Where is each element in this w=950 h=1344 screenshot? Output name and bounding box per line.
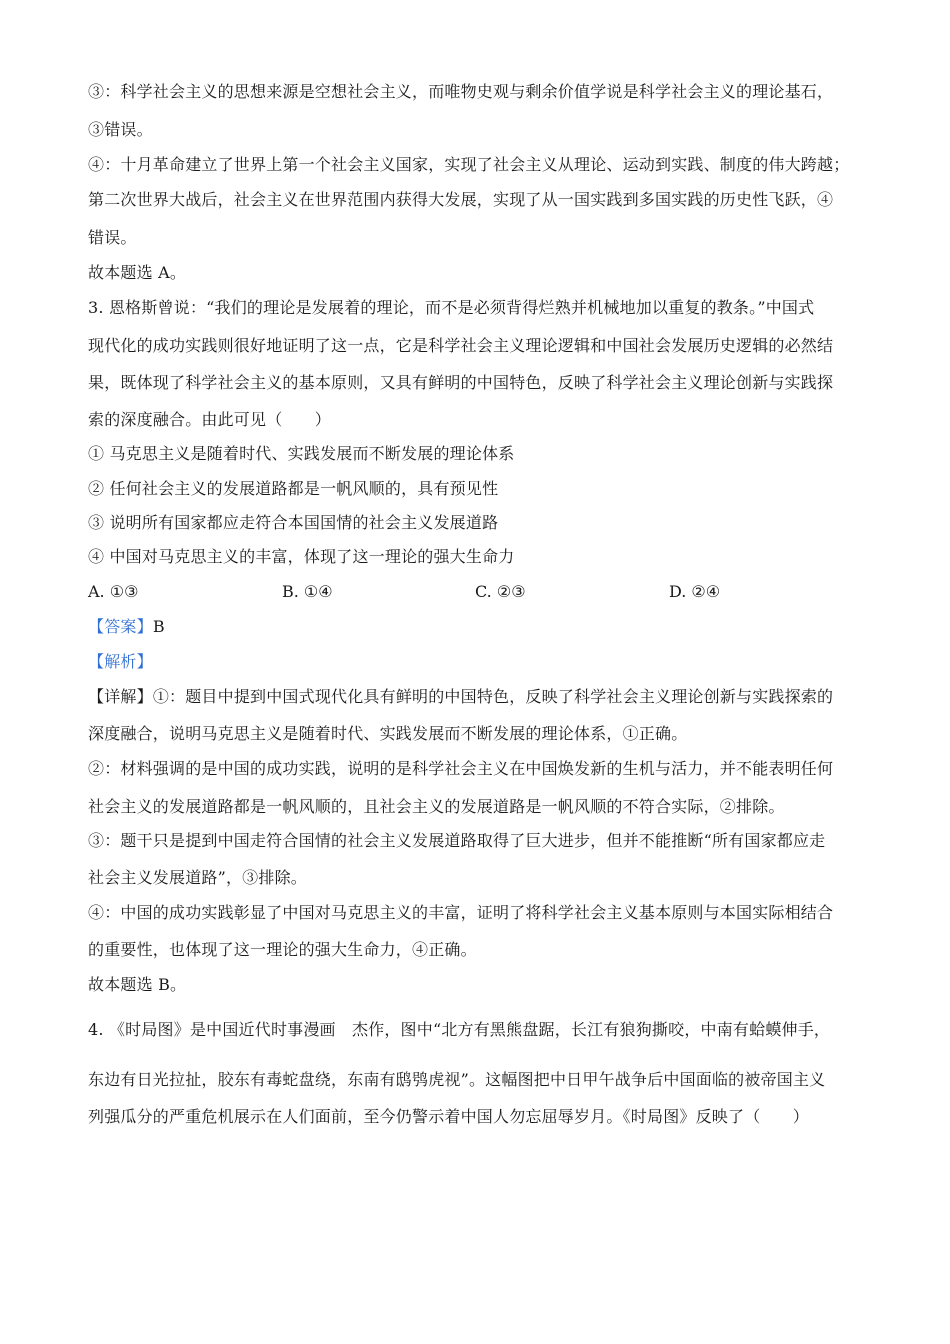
statement-1: ① 马克思主义是随着时代、实践发展而不断发展的理论体系 bbox=[88, 444, 515, 463]
statement-3: ③ 说明所有国家都应走符合本国国情的社会主义发展道路 bbox=[88, 513, 499, 532]
detail-tag: 【详解】 bbox=[88, 687, 153, 706]
answer-tag: 【答案】 bbox=[88, 617, 153, 636]
question-4-stem: 东边有日光拉扯，胶东有毒蛇盘绕，东南有鸱鸮虎视”。这幅图把中日甲午战争后中国面临的被帝国主义 bbox=[88, 1070, 826, 1089]
analysis-line: ③：题干只是提到中国走符合国情的社会主义发展道路取得了巨大进步，但并不能推断“所有国家都应走 bbox=[88, 831, 826, 850]
text-line: 第二次世界大战后，社会主义在世界范围内获得大发展，实现了从一国实践到多国实践的历史性飞跃，④ bbox=[88, 190, 834, 209]
question-4-stem: 4. 《时局图》是中国近代时事漫画 杰作，图中“北方有黑熊盘踞，长江有狼狗撕咬，中南有蛤蟆伸手， bbox=[88, 1020, 831, 1039]
analysis-line: 社会主义发展道路”，③排除。 bbox=[88, 868, 307, 887]
text-line: 故本题选 A。 bbox=[88, 263, 187, 282]
detail-text: ①：题目中提到中国式现代化具有鲜明的中国特色，反映了科学社会主义理论创新与实践探索的 bbox=[152, 687, 834, 706]
answer-value: B bbox=[152, 617, 165, 636]
analysis-line: ④：中国的成功实践彰显了中国对马克思主义的丰富，证明了将科学社会主义基本原则与本国实际相结合 bbox=[88, 903, 834, 922]
analysis-line: 的重要性，也体现了这一理论的强大生命力，④正确。 bbox=[88, 940, 477, 959]
analysis-line: 社会主义的发展道路都是一帆风顺的，且社会主义的发展道路是一帆风顺的不符合实际，②排除。 bbox=[88, 797, 785, 816]
analysis-line: ②：材料强调的是中国的成功实践，说明的是科学社会主义在中国焕发新的生机与活力，并不能表明任何 bbox=[88, 759, 834, 778]
analysis-tag: 【解析】 bbox=[88, 652, 153, 671]
option-a: A. ①③ bbox=[88, 582, 139, 601]
statement-2: ② 任何社会主义的发展道路都是一帆风顺的，具有预见性 bbox=[88, 479, 499, 498]
question-4-stem: 列强瓜分的严重危机展示在人们面前，至今仍警示着中国人勿忘屈辱岁月。《时局图》反映了（ ） bbox=[88, 1107, 810, 1126]
text-line: ③：科学社会主义的思想来源是空想社会主义，而唯物史观与剩余价值学说是科学社会主义的理论基石， bbox=[88, 82, 834, 101]
text-line: ③错误。 bbox=[88, 120, 153, 139]
question-3-stem: 3. 恩格斯曾说：“我们的理论是发展着的理论，而不是必须背得烂熟并机械地加以重复的教条。”中国式 bbox=[88, 298, 815, 317]
conclusion-line: 故本题选 B。 bbox=[88, 975, 187, 994]
option-b: B. ①④ bbox=[282, 582, 333, 601]
option-d: D. ②④ bbox=[669, 582, 721, 601]
question-3-stem: 现代化的成功实践则很好地证明了这一点，它是科学社会主义理论逻辑和中国社会发展历史逻辑的必然结 bbox=[88, 336, 834, 355]
question-3-stem: 索的深度融合。由此可见（ ） bbox=[88, 410, 332, 429]
question-3-stem: 果，既体现了科学社会主义的基本原则，又具有鲜明的中国特色，反映了科学社会主义理论创新与实践探 bbox=[88, 373, 834, 392]
analysis-line: 深度融合，说明马克思主义是随着时代、实践发展而不断发展的理论体系，①正确。 bbox=[88, 724, 688, 743]
answer-line bbox=[88, 617, 165, 637]
option-c: C. ②③ bbox=[475, 582, 526, 601]
detail-line bbox=[88, 687, 833, 707]
text-line: ④：十月革命建立了世界上第一个社会主义国家，实现了社会主义从理论、运动到实践、制度的伟大跨越； bbox=[88, 155, 850, 174]
statement-4: ④ 中国对马克思主义的丰富，体现了这一理论的强大生命力 bbox=[88, 547, 515, 566]
text-line: 错误。 bbox=[88, 228, 137, 247]
